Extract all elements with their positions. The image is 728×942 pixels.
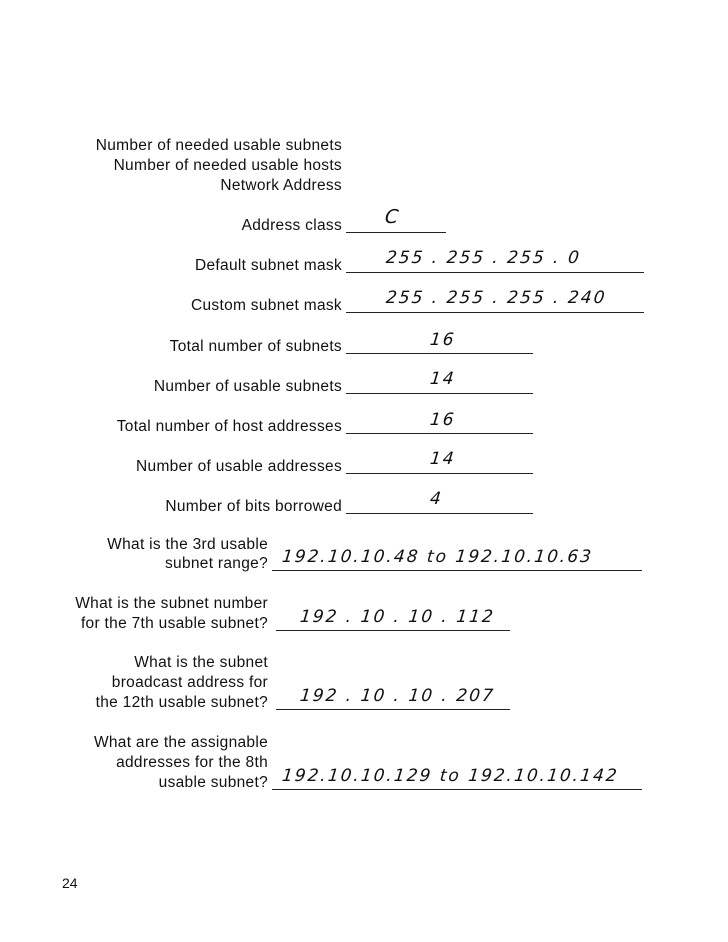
total-hosts-label: Total number of host addresses: [116, 418, 342, 435]
q1-answer: 192.10.10.48 to 192.10.10.63: [280, 547, 595, 567]
q4-answer: 192.10.10.129 to 192.10.10.142: [280, 766, 620, 786]
q4-line-2: addresses for the 8th: [116, 754, 268, 771]
q1-answer-line[interactable]: [272, 570, 642, 571]
needed-hosts-label: Number of needed usable hosts: [113, 157, 342, 174]
q4-line-3: usable subnet?: [158, 774, 268, 791]
usable-addresses-label: Number of usable addresses: [136, 458, 342, 475]
usable-subnets-line[interactable]: [346, 393, 533, 394]
q3-line-3: the 12th usable subnet?: [95, 694, 268, 711]
q2-line-1: What is the subnet number: [75, 595, 268, 612]
address-class-label: Address class: [241, 217, 342, 234]
total-hosts-line[interactable]: [346, 433, 533, 434]
usable-subnets-label: Number of usable subnets: [153, 378, 342, 395]
address-class-line[interactable]: [346, 232, 446, 233]
usable-subnets-answer: 14: [428, 369, 457, 389]
q4-line-1: What are the assignable: [93, 734, 268, 751]
q3-answer-line[interactable]: [276, 709, 510, 710]
q1-line-1: What is the 3rd usable: [107, 536, 268, 553]
needed-subnets-label: Number of needed usable subnets: [95, 137, 342, 154]
default-mask-answer: 255 . 255 . 255 . 0: [384, 248, 582, 268]
q3-answer: 192 . 10 . 10 . 207: [298, 686, 496, 706]
total-hosts-answer: 16: [428, 410, 457, 430]
bits-borrowed-line[interactable]: [346, 513, 533, 514]
q2-line-2: for the 7th usable subnet?: [80, 615, 268, 632]
q4-answer-line[interactable]: [272, 789, 642, 790]
custom-mask-label: Custom subnet mask: [191, 297, 342, 314]
q3-line-1: What is the subnet: [134, 654, 268, 671]
q1-line-2: subnet range?: [164, 555, 268, 572]
bits-borrowed-label: Number of bits borrowed: [165, 498, 342, 515]
bits-borrowed-answer: 4: [428, 489, 444, 509]
total-subnets-label: Total number of subnets: [169, 338, 342, 355]
custom-mask-answer: 255 . 255 . 255 . 240: [384, 288, 608, 308]
page-number: 24: [62, 875, 78, 891]
total-subnets-line[interactable]: [346, 353, 533, 354]
address-class-answer: C: [383, 206, 402, 228]
q2-answer-line[interactable]: [276, 630, 510, 631]
network-address-label: Network Address: [220, 177, 342, 194]
q3-line-2: broadcast address for: [111, 674, 268, 691]
total-subnets-answer: 16: [428, 330, 457, 350]
usable-addresses-line[interactable]: [346, 473, 533, 474]
default-mask-line[interactable]: [346, 272, 644, 273]
usable-addresses-answer: 14: [428, 449, 457, 469]
q2-answer: 192 . 10 . 10 . 112: [298, 607, 496, 627]
custom-mask-line[interactable]: [346, 312, 644, 313]
default-mask-label: Default subnet mask: [195, 257, 342, 274]
